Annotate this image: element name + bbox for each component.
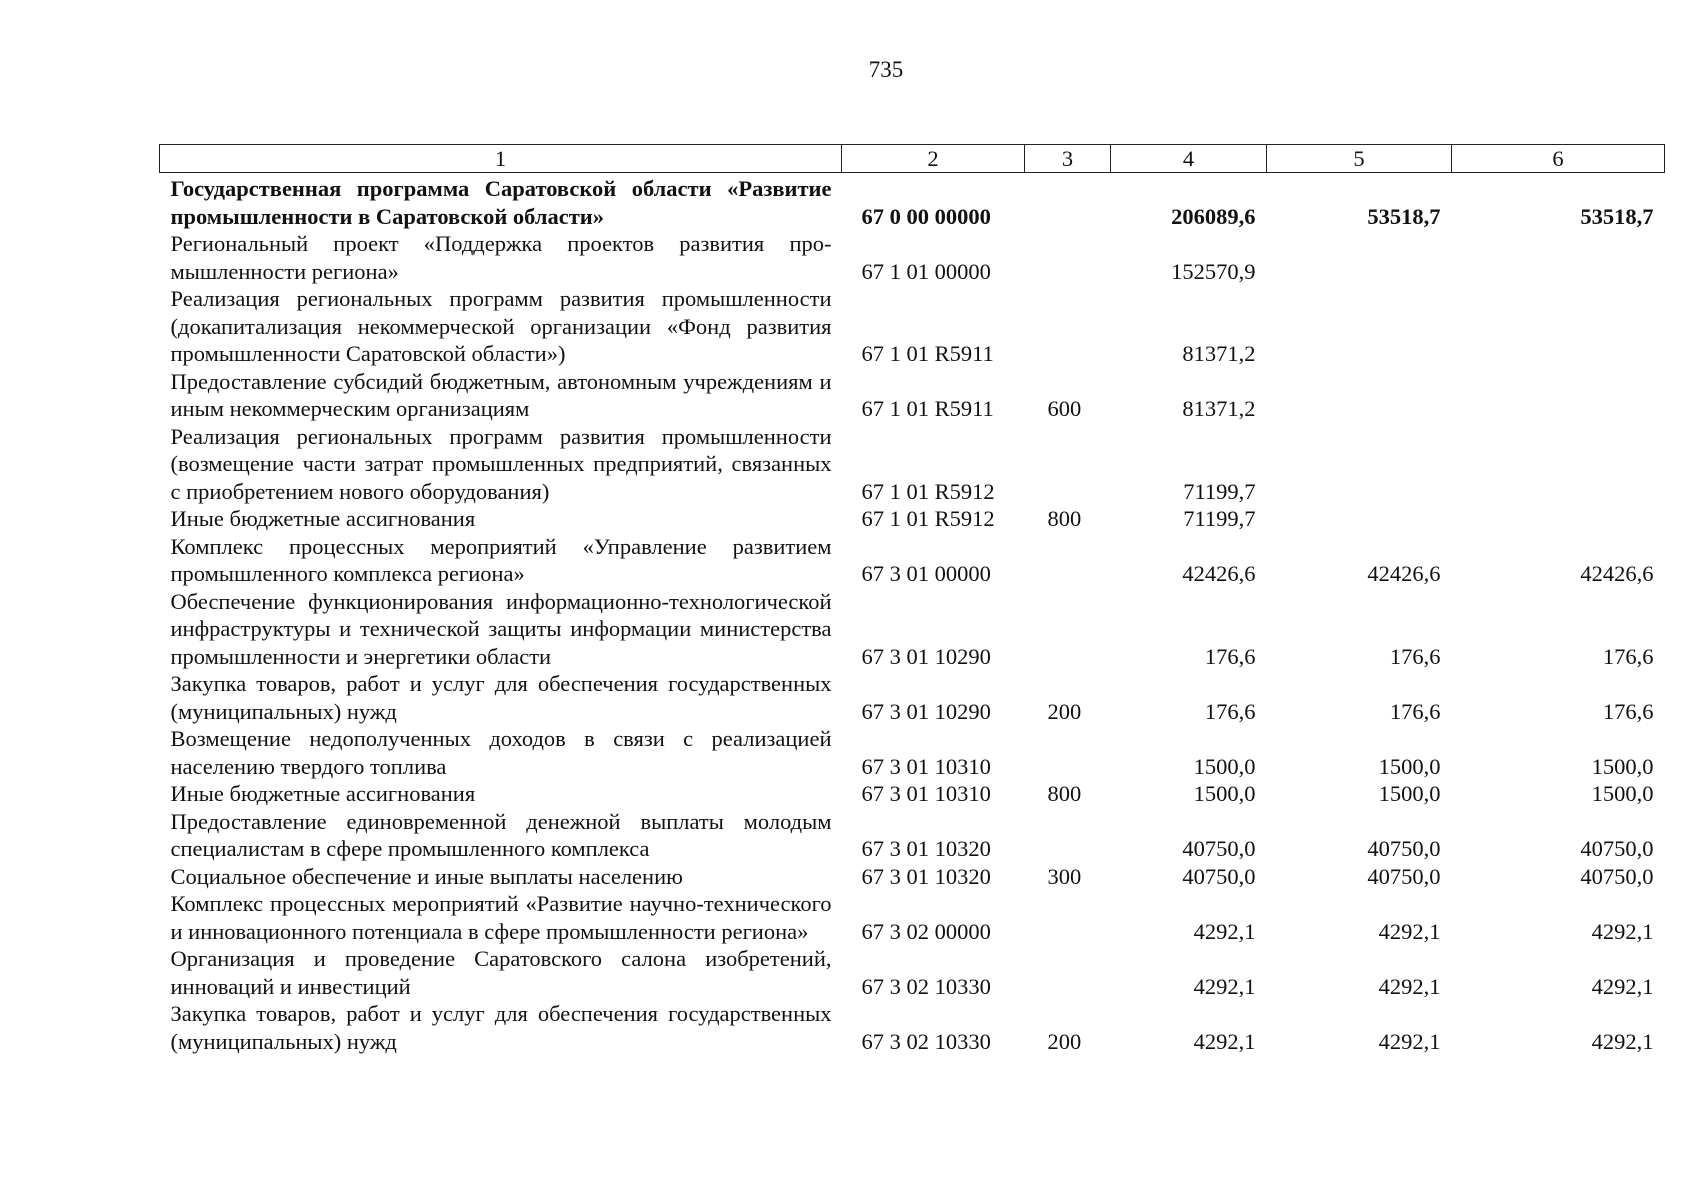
row-expense-type xyxy=(1025,423,1111,506)
row-value-2: 1500,0 xyxy=(1378,781,1441,806)
row-expense-type: 200 xyxy=(1047,1028,1082,1054)
row-name: Организация и проведение Саратовского салона изобретений, инноваций и инвестиций xyxy=(170,946,832,999)
row-value-1: 4292,1 xyxy=(1193,1028,1256,1054)
column-header-1: 1 xyxy=(160,145,842,173)
row-name: Иные бюджетные ассигнования xyxy=(170,781,476,806)
row-code: 67 1 01 R5911 xyxy=(861,341,994,366)
row-value-2 xyxy=(1267,368,1452,423)
row-value-2: 176,6 xyxy=(1389,643,1441,669)
table-row xyxy=(160,533,1665,588)
row-value-2 xyxy=(1267,505,1452,533)
table-row xyxy=(160,588,1665,671)
row-name: Закупка товаров, работ и услуг для обеспечения государственных (муниципальных) нужд xyxy=(170,1001,832,1054)
row-value-1: 71199,7 xyxy=(1183,506,1256,531)
row-value-3: 40750,0 xyxy=(1580,863,1654,889)
row-value-1: 176,6 xyxy=(1204,698,1256,724)
row-name: Обеспечение функционирования информационно-технологической инфраструктуры и технической защиты информации министерства промышленности и энергетики области xyxy=(170,588,832,669)
table-row xyxy=(160,725,1665,780)
row-expense-type xyxy=(1025,890,1111,945)
row-value-2: 4292,1 xyxy=(1378,1028,1441,1054)
column-header-2: 2 xyxy=(842,145,1025,173)
row-expense-type xyxy=(1025,533,1111,588)
column-header-5: 5 xyxy=(1267,145,1452,173)
row-value-3: 4292,1 xyxy=(1591,918,1654,944)
table-header xyxy=(160,145,1665,173)
table-row xyxy=(160,285,1665,368)
row-name: Возмещение недополученных доходов в связи с реализацией населению твердого топлива xyxy=(170,726,832,779)
row-code: 67 3 01 10290 xyxy=(861,698,991,724)
row-value-3: 42426,6 xyxy=(1580,561,1654,586)
row-code: 67 0 00 00000 xyxy=(861,203,991,229)
row-name: Предоставление субсидий бюджетным, автономным учреждениям и иным некоммерческим организациям xyxy=(170,368,832,421)
table-row xyxy=(160,808,1665,863)
row-value-2: 40750,0 xyxy=(1367,836,1441,861)
row-expense-type xyxy=(1025,230,1111,285)
row-value-3 xyxy=(1452,230,1665,285)
row-value-3 xyxy=(1452,368,1665,423)
table-row xyxy=(160,505,1665,533)
row-value-3: 4292,1 xyxy=(1591,1028,1654,1054)
row-value-3: 176,6 xyxy=(1602,643,1654,669)
row-code: 67 3 01 00000 xyxy=(861,561,991,586)
table-row xyxy=(160,780,1665,808)
row-name: Комплекс процессных мероприятий «Управление развитием промышленного комплекса региона» xyxy=(170,533,832,586)
row-name: Закупка товаров, работ и услуг для обеспечения государственных (муниципальных) нужд xyxy=(170,671,832,724)
row-value-2: 176,6 xyxy=(1389,698,1441,724)
row-expense-type xyxy=(1025,725,1111,780)
row-code: 67 3 01 10310 xyxy=(861,753,991,779)
row-code: 67 1 01 00000 xyxy=(861,258,991,284)
row-value-1: 206089,6 xyxy=(1171,203,1256,229)
row-value-1: 42426,6 xyxy=(1182,561,1256,586)
row-expense-type: 200 xyxy=(1047,698,1082,724)
row-name: Предоставление единовременной денежной выплаты молодым специалистам в сфере промышленного комплекса xyxy=(170,808,832,861)
row-value-2: 40750,0 xyxy=(1367,863,1441,889)
page-number: 735 xyxy=(868,57,904,82)
row-code: 67 3 01 10320 xyxy=(861,836,991,861)
table-row xyxy=(160,890,1665,945)
row-code: 67 3 02 00000 xyxy=(861,918,991,944)
row-value-3 xyxy=(1452,285,1665,368)
column-header-3: 3 xyxy=(1025,145,1111,173)
table-row xyxy=(160,423,1665,506)
row-expense-type xyxy=(1025,285,1111,368)
row-value-1: 81371,2 xyxy=(1182,396,1256,421)
table-row xyxy=(160,863,1665,891)
table-row xyxy=(160,368,1665,423)
row-code: 67 3 01 10290 xyxy=(861,643,991,669)
table-row xyxy=(160,670,1665,725)
row-expense-type xyxy=(1025,945,1111,1000)
table-row xyxy=(160,1000,1665,1055)
row-expense-type xyxy=(1025,173,1111,231)
row-value-2 xyxy=(1267,285,1452,368)
row-code: 67 1 01 R5912 xyxy=(861,478,995,504)
row-value-3: 1500,0 xyxy=(1591,753,1654,779)
row-name: Социальное обеспечение и иные выплаты населению xyxy=(170,863,683,889)
row-value-1: 4292,1 xyxy=(1193,973,1256,999)
row-name: Государственная программа Саратовской области «Развитие промышленности в Саратовской области» xyxy=(170,176,832,229)
column-header-4: 4 xyxy=(1111,145,1267,173)
row-expense-type: 600 xyxy=(1047,396,1082,421)
row-code: 67 1 01 R5912 xyxy=(861,506,995,531)
row-name: Реализация региональных программ развития промышленности (возмещение части затрат промышленных предприятий, связанных с приобретением нового оборудования) xyxy=(170,423,832,504)
row-value-3 xyxy=(1452,423,1665,506)
row-value-3: 53518,7 xyxy=(1580,203,1654,229)
row-value-3: 1500,0 xyxy=(1591,781,1654,806)
row-expense-type: 800 xyxy=(1047,781,1082,806)
row-code: 67 3 02 10330 xyxy=(861,1028,991,1054)
row-value-2: 1500,0 xyxy=(1378,753,1441,779)
row-expense-type xyxy=(1025,808,1111,863)
row-value-2: 53518,7 xyxy=(1367,203,1441,229)
row-value-1: 81371,2 xyxy=(1182,341,1256,366)
row-expense-type: 300 xyxy=(1047,863,1082,889)
table-row xyxy=(160,230,1665,285)
row-value-3: 4292,1 xyxy=(1591,973,1654,999)
row-value-1: 176,6 xyxy=(1204,643,1256,669)
row-value-1: 1500,0 xyxy=(1193,753,1256,779)
row-code: 67 1 01 R5911 xyxy=(861,396,994,421)
row-value-1: 71199,7 xyxy=(1183,478,1256,504)
row-value-3 xyxy=(1452,505,1665,533)
column-header-6: 6 xyxy=(1452,145,1665,173)
row-value-1: 40750,0 xyxy=(1182,863,1256,889)
header-row xyxy=(160,145,1665,173)
row-value-2: 42426,6 xyxy=(1367,561,1441,586)
row-code: 67 3 01 10310 xyxy=(861,781,991,806)
table-row xyxy=(160,173,1665,231)
row-value-3: 40750,0 xyxy=(1580,836,1654,861)
row-value-2 xyxy=(1267,230,1452,285)
row-value-3: 176,6 xyxy=(1602,698,1654,724)
row-value-1: 40750,0 xyxy=(1182,836,1256,861)
row-value-1: 1500,0 xyxy=(1193,781,1256,806)
row-value-2 xyxy=(1267,423,1452,506)
row-name: Иные бюджетные ассигнования xyxy=(170,506,476,531)
row-name: Комплекс процессных мероприятий «Развитие научно-технического и инновационного потенциала в сфере промышленности региона» xyxy=(170,891,832,944)
row-expense-type: 800 xyxy=(1047,506,1082,531)
row-name: Региональный проект «Поддержка проектов развития промышленности региона» xyxy=(170,231,832,284)
row-code: 67 3 02 10330 xyxy=(861,973,991,999)
table-body xyxy=(160,173,1665,1056)
row-value-1: 4292,1 xyxy=(1193,918,1256,944)
budget-table xyxy=(159,144,1665,1055)
table-row xyxy=(160,945,1665,1000)
row-name: Реализация региональных программ развития промышленности (докапитализация некоммерческой организации «Фонд развития промышленности Саратовской области») xyxy=(170,286,832,366)
row-code: 67 3 01 10320 xyxy=(861,863,991,889)
row-expense-type xyxy=(1025,588,1111,671)
row-value-1: 152570,9 xyxy=(1171,258,1256,284)
row-value-2: 4292,1 xyxy=(1378,918,1441,944)
row-value-2: 4292,1 xyxy=(1378,973,1441,999)
